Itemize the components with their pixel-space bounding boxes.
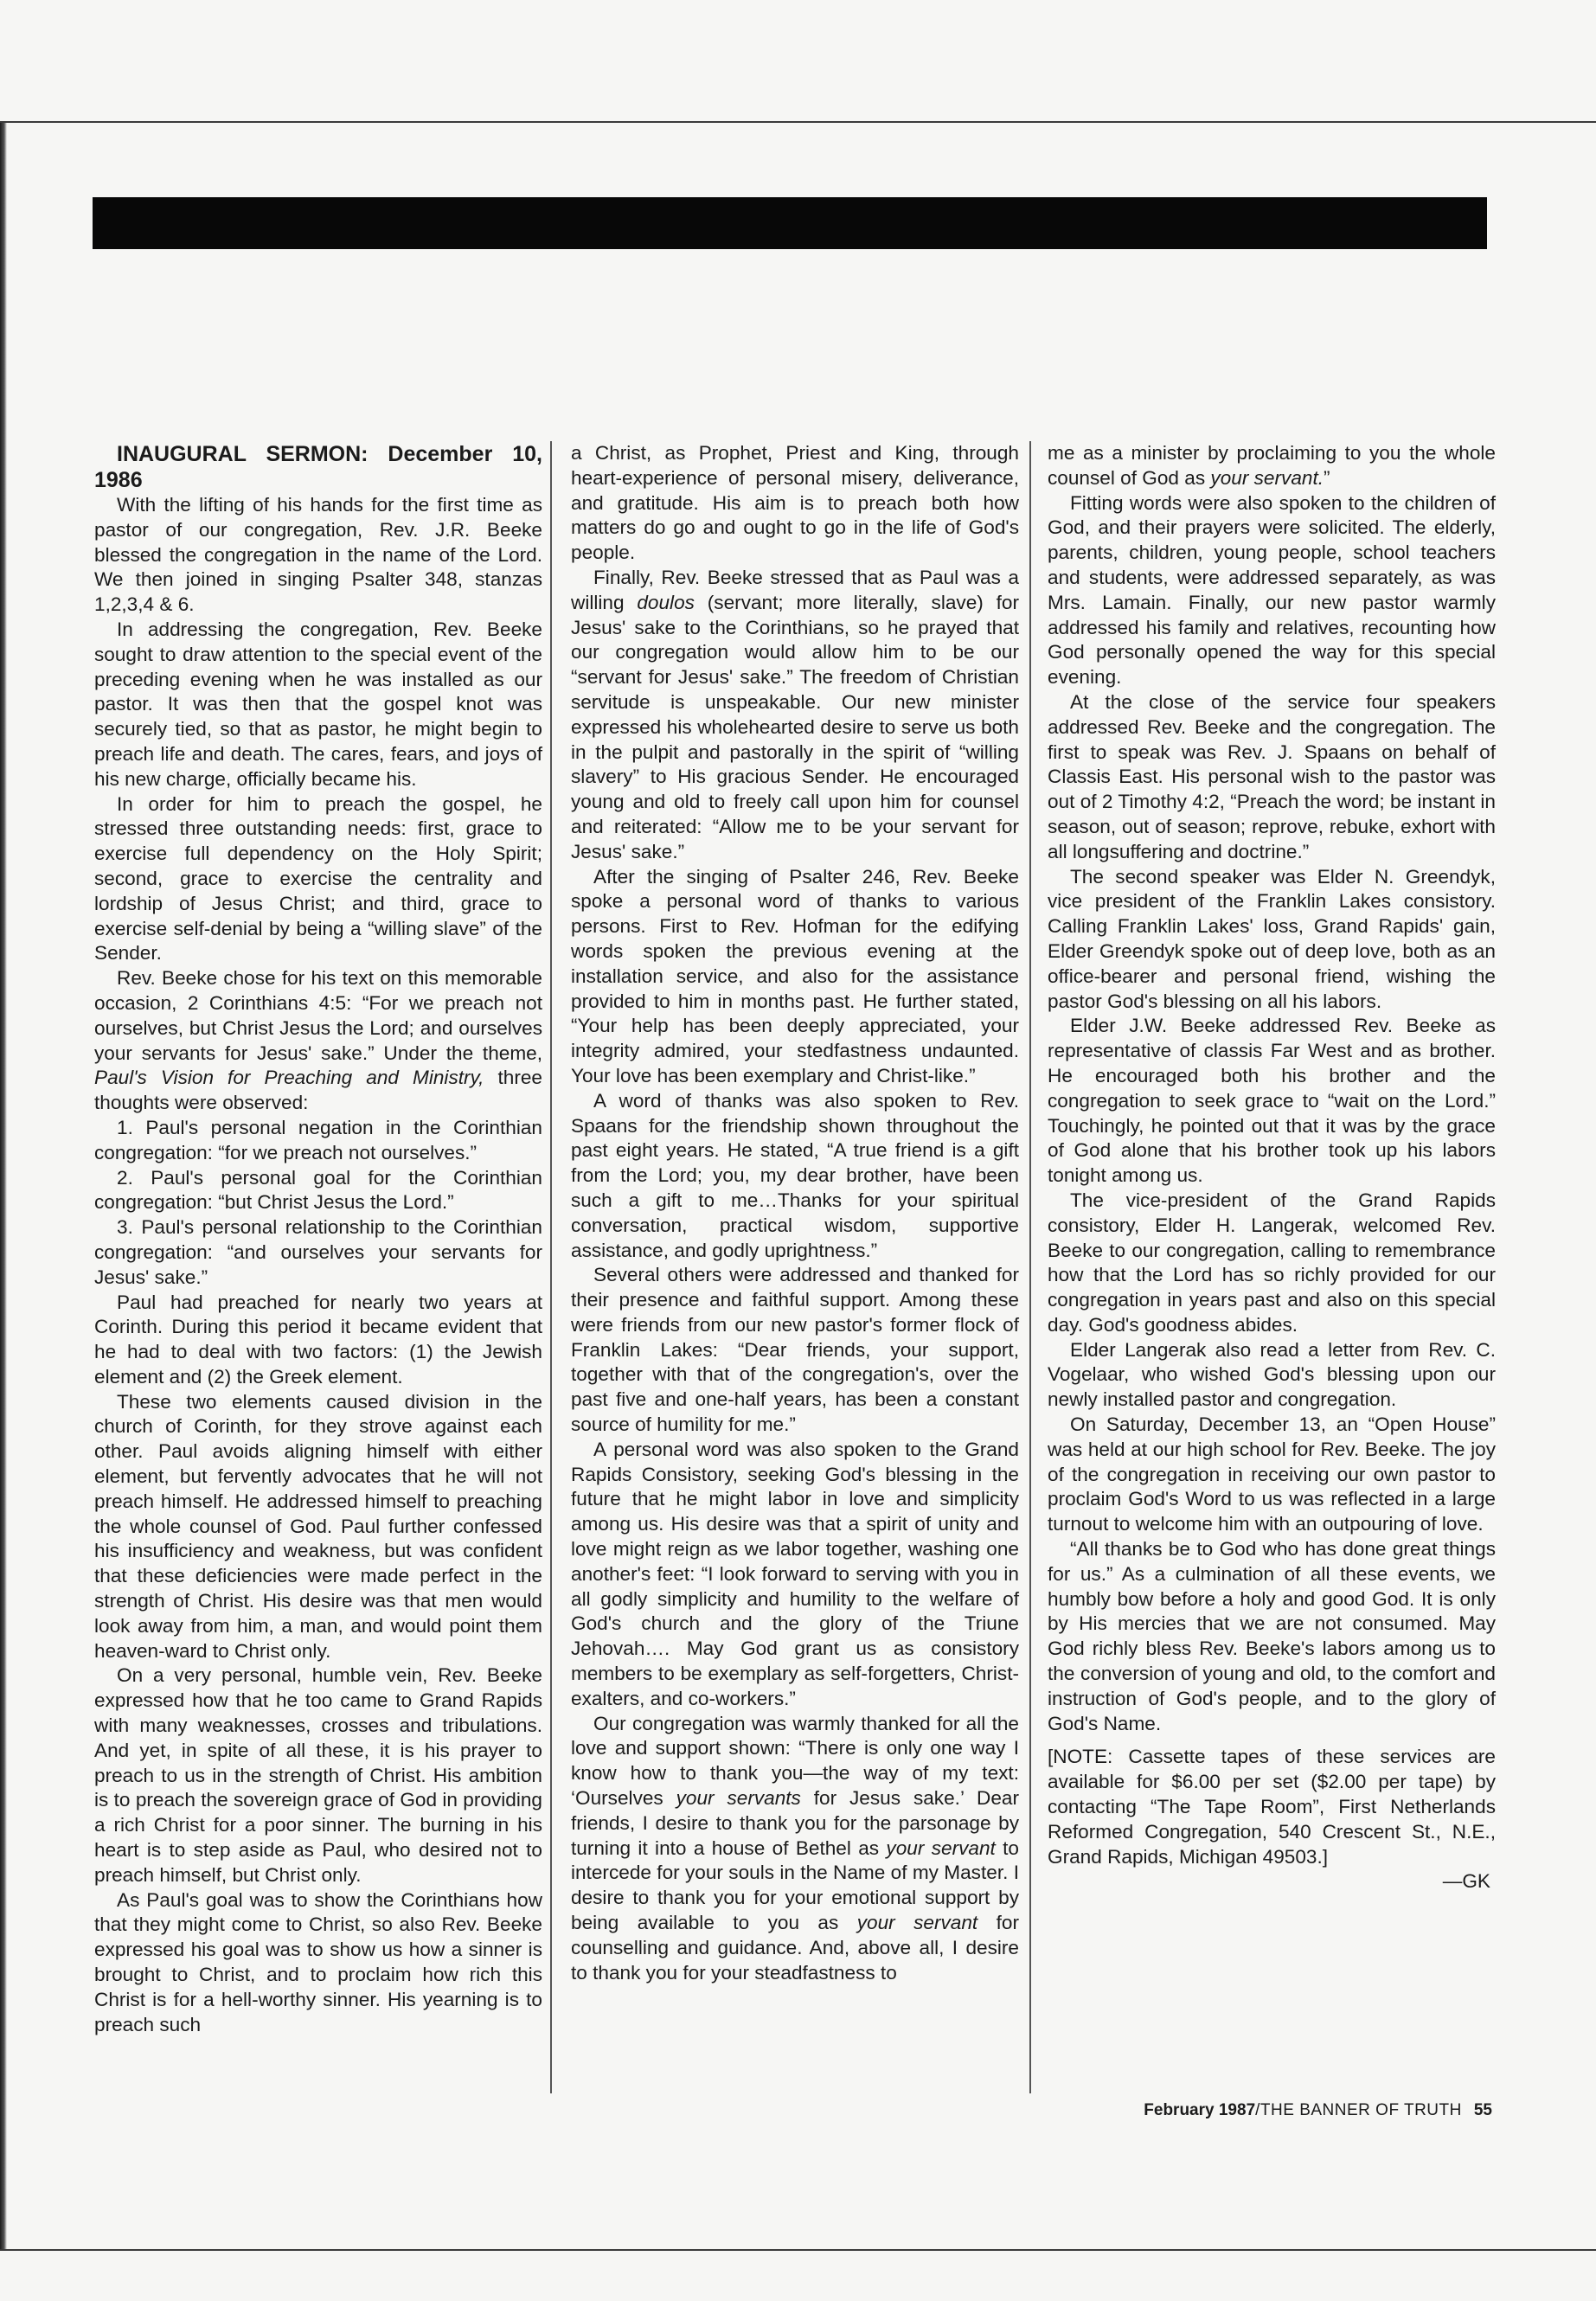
paragraph: Paul had preached for nearly two years at Corinth. During this period it became evident that he had to deal with two factors: (1) the Jewish element and (2) the Greek element. [94,1291,542,1388]
paragraph: On Saturday, December 13, an “Open House” was held at our high school for Rev. Beeke. The joy of the congregation in receiving our own pastor to proclaim God's Word to us was reflected in a large turnout to welcome him with an outpouring of love. [1048,1413,1496,1535]
paragraph: Our congregation was warmly thanked for all the love and support shown: “There is only one way I know how to thank you—the way of my text: ‘Ourselves your servants for Jesus sake.’ Dear friends, I desire to thank you for the parsonage by turning it into a house of Bethel as your servant to intercede for your souls in the Name of my Master. I desire to thank you for your emotional support by being available to you as your servant for counselling and guidance. And, above all, I desire to thank you for your steadfastness to [571,1712,1019,1984]
paragraph: These two elements caused division in the church of Corinth, for they strove against each other. Paul avoids aligning himself with either element, but fervently advocates that he will not preach himself. He addressed himself to preaching the whole counsel of God. Paul further confessed his insufficiency and weakness, but was confident that these deficiencies were made perfect in the strength of Christ. His desire was that men would look away from him, a man, and would point them heaven-ward to Christ only. [94,1390,542,1662]
scan-border-bottom [0,2249,1596,2251]
paragraph: Several others were addressed and thanked for their presence and faithful support. Among these were friends from our new pastor's former flock of Franklin Lakes: “Dear friends, your support, together with that of the congregation's, over the past five and one-half years, has been a constant source of humility for me.” [571,1264,1019,1436]
column-divider [1029,441,1031,2093]
paragraph: With the lifting of his hands for the first time as pastor of our congregation, Rev. J.R. Beeke blessed the congregation in the name of the Lord. We then joined in singing Psalter 348, stanzas 1,2,3,4 & 6. [94,494,542,616]
article-column-2 [571,441,1019,1985]
article-headline: INAUGURAL SERMON: December 10, 1986 [94,442,542,492]
paragraph: At the close of the service four speakers addressed Rev. Beeke and the congregation. The first to speak was Rev. J. Spaans on behalf of Classis East. His personal wish to the pastor was out of 2 Timothy 4:2, “Preach the word; be instant in season, out of season; reprove, rebuke, exhort with all longsuffering and doctrine.” [1048,690,1496,862]
paragraph: Fitting words were also spoken to the children of God, and their prayers were solicited. The elderly, parents, children, young people, school teachers and students, were addressed separately, as was Mrs. Lamain. Finally, our new pastor warmly addressed his family and relatives, recounting how God personally opened the way for this special evening. [1048,491,1496,689]
author-signature: —GK [1442,1870,1490,1893]
paragraph: After the singing of Psalter 246, Rev. Beeke spoke a personal word of thanks to various persons. First to Rev. Hofman for the edifying words spoken the previous evening at the installation service, and also for the assistance provided to him in months past. He further stated, “Your help has been deeply appreciated, your integrity admired, your stedfastness undaunted. Your love has been exemplary and Christ-like.” [571,865,1019,1086]
footer-date: February 1987 [1144,2101,1256,2119]
page-footer [952,2100,1492,2121]
paragraph: A personal word was also spoken to the Grand Rapids Consistory, seeking God's blessing in the future that he might labor in love and simplicity among us. His desire was that a spirit of unity and love might reign as we labor together, washing one another's feet: “I look forward to serving with you in all godly simplicity and humility to the welfare of God's church and the glory of the Triune Jehovah…. May God grant us as consistory members to be exemplary as self-forgetters, Christ-exalters, and co-workers.” [571,1438,1019,1709]
paragraph: On a very personal, humble vein, Rev. Beeke expressed how that he too came to Grand Rapids with many weaknesses, crosses and tribulations. And yet, in spite of all these, it is his prayer to preach to us in the strength of Christ. His ambition is to preach the sovereign grace of God in providing a rich Christ for a poor sinner. The burning in his heart is to step aside as Paul, who desired not to preach himself, but Christ only. [94,1664,542,1886]
page-number: 55 [1473,2101,1492,2119]
paragraph: me as a minister by proclaiming to you the whole counsel of God as your servant.” [1048,442,1496,489]
paragraph: Elder Langerak also read a letter from Rev. C. Vogelaar, who wished God's blessing upon our newly installed pastor and congregation. [1048,1338,1496,1411]
article-column-1 [94,441,542,2037]
paragraph: The vice-president of the Grand Rapids consistory, Elder H. Langerak, welcomed Rev. Beeke to our congregation, calling to remembrance how that the Lord has so richly provided for our congregation in years past and also on this special day. God's goodness abides. [1048,1189,1496,1336]
footer-publication: /THE BANNER OF TRUTH [1255,2101,1462,2119]
paragraph: The second speaker was Elder N. Greendyk, vice president of the Franklin Lakes consistory. Calling Franklin Lakes' loss, Grand Rapids' gain, Elder Greendyk spoke out of deep love, both as an office-bearer and personal friend, wishing the pastor God's blessing on all his labors. [1048,865,1496,1012]
article-column-3 [1048,441,1496,1894]
scan-border-top [0,121,1596,123]
cassette-note: [NOTE: Cassette tapes of these services are available for $6.00 per set ($2.00 per tape) by contacting “The Tape Room”, First Netherlands Reformed Congregation, 540 Crescent St., N.E., Grand Rapids, Michigan 49503.] [1048,1746,1496,1868]
paragraph: 3. Paul's personal relationship to the Corinthian congregation: “and ourselves your servants for Jesus' sake.” [94,1216,542,1288]
paragraph: Elder J.W. Beeke addressed Rev. Beeke as representative of classis Far West and as brother. He encouraged both his brother and the congregation to seek grace to “wait on the Lord.” Touchingly, he pointed out that it was by the grace of God alone that his brother took up his labors tonight among us. [1048,1015,1496,1187]
paragraph: Rev. Beeke chose for his text on this memorable occasion, 2 Corinthians 4:5: “For we preach not ourselves, but Christ Jesus the Lord; and ourselves your servants for Jesus' sake.” Under the theme, Paul's Vision for Preaching and Ministry, three thoughts were observed: [94,967,542,1114]
scan-edge [0,121,7,2249]
paragraph: 1. Paul's personal negation in the Corinthian congregation: “for we preach not ourselves.” [94,1116,542,1163]
paragraph: a Christ, as Prophet, Priest and King, through heart-experience of personal misery, deliverance, and gratitude. His aim is to preach both how matters do go and ought to go in the life of God's people. [571,442,1019,564]
paragraph: In addressing the congregation, Rev. Beeke sought to draw attention to the special event of the preceding evening when he was installed as our pastor. It was then that the gospel knot was securely tied, so that as pastor, he might begin to preach life and death. The cares, fears, and joys of his new charge, officially became his. [94,618,542,790]
paragraph: 2. Paul's personal goal for the Corinthian congregation: “but Christ Jesus the Lord.” [94,1166,542,1214]
paragraph: As Paul's goal was to show the Corinthians how that they might come to Christ, so also Rev. Beeke expressed his goal was to show us how a sinner is brought to Christ, and to proclaim how rich this Christ is for a hell-worthy sinner. His yearning is to preach such [94,1888,542,2035]
paragraph: “All thanks be to God who has done great things for us.” As a culmination of all these events, we humbly bow before a holy and good God. It is only by His mercies that we are not consumed. May God richly bless Rev. Beeke's labors among us to the conversion of young and old, to the comfort and instruction of God's people, and to the glory of God's Name. [1048,1538,1496,1734]
header-bar [93,197,1487,249]
paragraph: Finally, Rev. Beeke stressed that as Paul was a willing doulos (servant; more literally, slave) for Jesus' sake to the Corinthians, so he prayed that our congregation would allow him to be our “servant for Jesus' sake.” The freedom of Christian servitude is unspeakable. Our new minister expressed his wholehearted desire to serve us both in the pulpit and pastorally in the spirit of “willing slavery” to His gracious Sender. He encouraged young and old to freely call upon him for counsel and reiterated: “Allow me to be your servant for Jesus' sake.” [571,566,1019,862]
paragraph: In order for him to preach the gospel, he stressed three outstanding needs: first, grace to exercise full dependency on the Holy Spirit; second, grace to exercise the centrality and lordship of Jesus Christ; and third, grace to exercise self-denial by being a “willing slave” of the Sender. [94,792,542,965]
column-divider [550,441,552,2093]
paragraph: A word of thanks was also spoken to Rev. Spaans for the friendship shown throughout the past eight years. He stated, “A true friend is a gift from the Lord; you, my dear brother, have been such a gift to me…Thanks for your spiritual conversation, practical wisdom, supportive assistance, and godly uprightness.” [571,1089,1019,1261]
